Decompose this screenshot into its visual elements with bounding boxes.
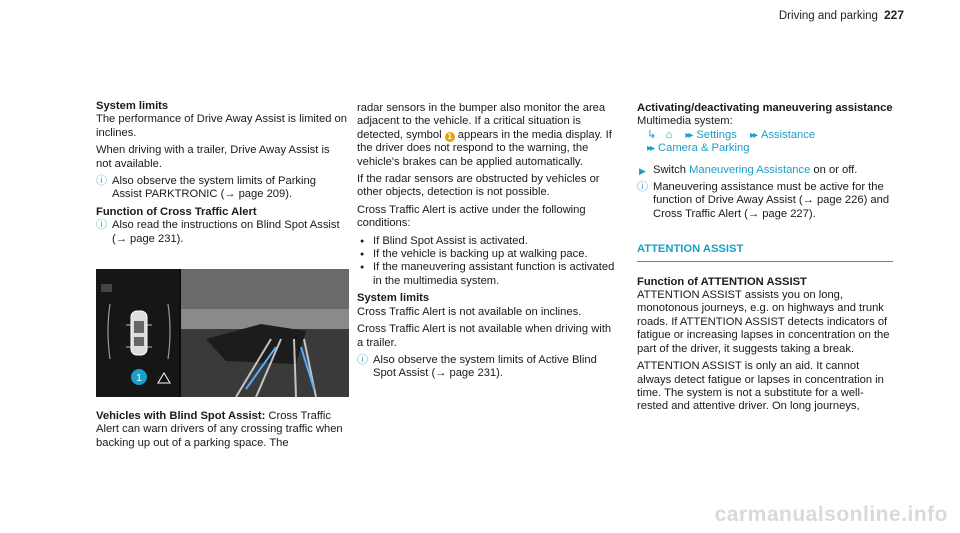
page-header <box>779 8 904 22</box>
info-icon: ⓘ <box>96 175 107 188</box>
paragraph: When driving with a trailer, Drive Away Assist is not available. <box>96 144 330 170</box>
heading-function-attention: Function of ATTENTION ASSIST <box>637 275 807 288</box>
note-text: Also read the instructions on Blind Spot Assist (→ page 231). <box>112 219 340 245</box>
menu-arrow-icon: ↳ <box>647 128 657 141</box>
paragraph: Multimedia system: <box>637 115 733 128</box>
camera-view-illustration <box>96 269 349 397</box>
watermark: carmanualsonline.info <box>714 503 948 526</box>
paragraph: If the radar sensors are obstructed by vehicles or other objects, detection is not possible. <box>357 173 600 199</box>
list-item: ● If Blind Spot Assist is activated. <box>357 235 619 248</box>
paragraph: ATTENTION ASSIST is only an aid. It cannot always detect fatigue or lapses in concentration in time. The system is not a substitute for a well-rested and attentive driver. On long journeys, <box>637 360 884 413</box>
note <box>637 181 893 221</box>
paragraph <box>357 102 619 169</box>
heading-cross-traffic: Function of Cross Traffic Alert <box>96 205 257 218</box>
paragraph-text: radar sensors in the bumper also monitor the area adjacent to the vehicle. If a critical situation is detected, symbol <box>357 102 606 141</box>
paragraph-text: appears in the media display. If the driver does not respond to the warning, the vehicle's brakes can be applied automatically. <box>357 128 612 168</box>
column-1-lower <box>96 410 348 454</box>
paragraph: The performance of Drive Away Assist is limited on inclines. <box>96 113 347 139</box>
home-icon[interactable]: ⌂ <box>665 128 673 141</box>
paragraph: Cross Traffic Alert is not available on inclines. <box>357 305 582 318</box>
paragraph: Cross Traffic Alert is active under the following conditions: <box>357 203 586 230</box>
chevron-icon: ▸▸ <box>647 143 654 155</box>
menu-assistance[interactable]: Assistance <box>761 128 816 141</box>
instruction-step <box>637 164 893 177</box>
symbol-marker: 1 <box>445 132 455 142</box>
step-arrow-icon: ▶ <box>639 165 646 176</box>
note-text: Also observe the system limits of Parking Assist PARKTRONIC (→ page 209). <box>112 175 316 201</box>
column-3 <box>637 102 893 418</box>
rear-camera-figure <box>96 269 349 397</box>
menu-path <box>637 129 893 142</box>
column-1 <box>96 100 348 250</box>
paragraph: ATTENTION ASSIST assists you on long, monotonous journeys, e.g. on highways and trunk roads. If ATTENTION ASSIST detects indicators of fatigue or increasing lapses in concentration on the part of the driver, it suggests taking a break. <box>637 289 890 355</box>
column-2 <box>357 102 619 385</box>
menu-camera-parking[interactable]: Camera & Parking <box>658 142 750 155</box>
list-item: ● If the maneuvering assistant function is activated in the multimedia system. <box>357 261 619 288</box>
menu-path-cont <box>637 142 893 155</box>
info-icon: ⓘ <box>637 181 648 194</box>
conditions-list <box>357 235 619 289</box>
menu-settings[interactable]: Settings <box>696 128 737 141</box>
chevron-icon: ▸▸ <box>685 129 692 141</box>
page-number: 227 <box>883 8 904 22</box>
bold-lead: Vehicles with Blind Spot Assist: <box>96 410 266 422</box>
note <box>96 219 348 246</box>
heading-activating: Activating/deactivating maneuvering assistance <box>637 102 893 114</box>
note <box>357 354 619 381</box>
note <box>96 175 348 202</box>
step-text: on or off. <box>810 163 858 176</box>
note-text: Also observe the system limits of Active Blind Spot Assist (→ page 231). <box>373 353 597 380</box>
paragraph: Cross Traffic Alert is not available when driving with a trailer. <box>357 323 612 349</box>
callout-label: 1 <box>136 373 142 384</box>
maneuvering-assistance-option[interactable]: Maneuvering Assistance <box>689 163 811 176</box>
parking-icon <box>101 284 112 292</box>
note-text: Maneuvering assistance must be active for the function of Drive Away Assist (→ page 226) and Cross Traffic Alert (→ page 227). <box>653 181 890 220</box>
info-icon: ⓘ <box>357 353 368 366</box>
step-text: Switch <box>653 163 690 176</box>
heading-system-limits: System limits <box>357 292 430 305</box>
heading-system-limits: System limits <box>96 100 169 112</box>
chevron-icon: ▸▸ <box>749 129 756 141</box>
header-section-title: Driving and parking <box>778 10 878 22</box>
section-title-attention-assist: ATTENTION ASSIST <box>637 243 893 261</box>
list-item: ● If the vehicle is backing up at walking pace. <box>357 248 619 261</box>
paragraph-text: Cross Traffic Alert can warn drivers of any crossing traffic when backing up out of a parking space. The <box>96 410 343 449</box>
info-icon: ⓘ <box>96 219 107 232</box>
paragraph <box>96 410 348 450</box>
